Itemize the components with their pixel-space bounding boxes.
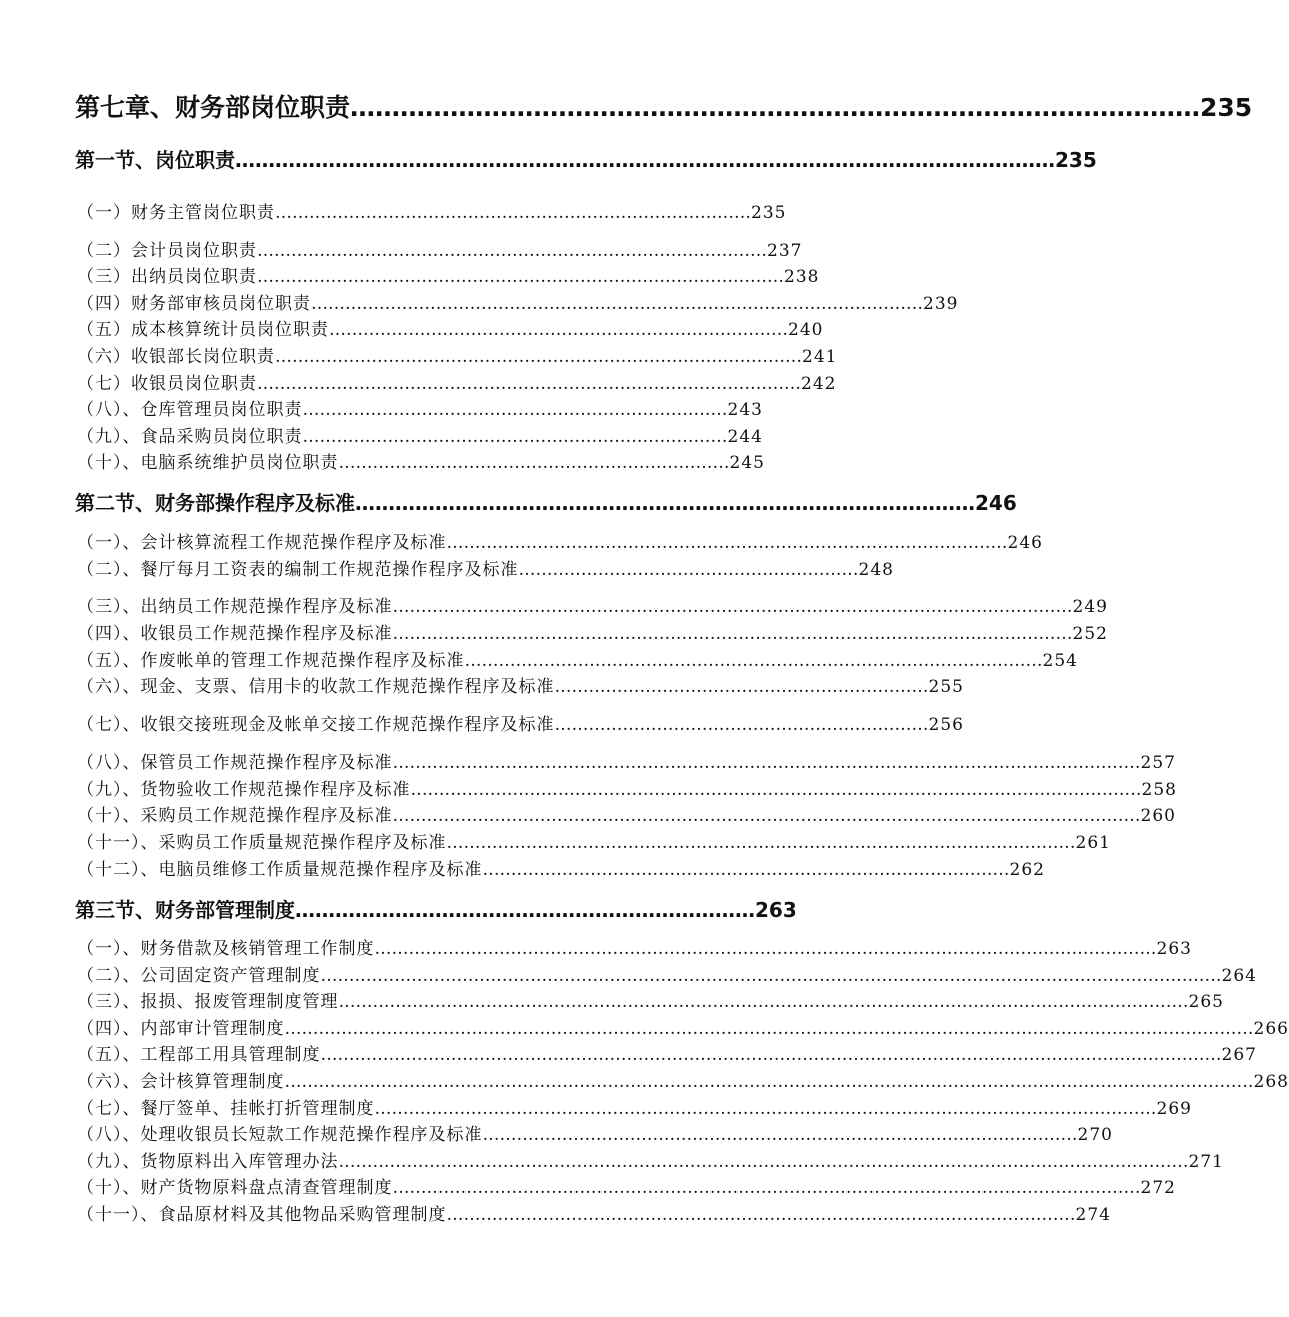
entry-title: （五）、作废帐单的管理工作规范操作程序及标准: [77, 651, 465, 671]
entry-title: （九）、食品采购员岗位职责: [77, 427, 303, 447]
entry-title: （二）、餐厅每月工资表的编制工作规范操作程序及标准: [77, 560, 519, 580]
toc-entry: [77, 448, 764, 473]
page-number: 254: [1042, 651, 1078, 671]
entry-title: （四）、收银员工作规范操作程序及标准: [77, 624, 393, 644]
toc-entry: [77, 1147, 1224, 1172]
page-number: 249: [1072, 597, 1108, 617]
entry-title: （三）、报损、报废管理制度管理: [77, 992, 339, 1012]
leader-dots: …………………………………………………………………………………: [257, 267, 784, 287]
toc-entry: [77, 236, 803, 261]
leader-dots: ……………………………………………………………………………………………………………………: [392, 806, 1141, 826]
leader-dots: ……………………………………………………………: [338, 453, 730, 473]
section-heading: [75, 487, 1017, 516]
leader-dots: …………………………………………………………………………………………: [464, 651, 1043, 671]
section-title: 第三节、财务部管理制度: [75, 898, 295, 922]
toc-entry: [77, 555, 894, 580]
entry-title: （四）财务部审核员岗位职责: [77, 294, 311, 314]
toc-entry: [77, 1014, 1289, 1039]
leader-dots: …………………………………………………………………………………………………………………: [410, 780, 1142, 800]
toc-entry: [77, 422, 763, 447]
toc-entry: [77, 1200, 1111, 1225]
page-number: 240: [788, 320, 824, 340]
entry-title: （一）、财务借款及核销管理工作制度: [77, 939, 375, 959]
page-number: 248: [858, 560, 894, 580]
leader-dots: ………………………………………………………………………………………: [446, 533, 1008, 553]
entry-title: （七）、收银交接班现金及帐单交接工作规范操作程序及标准: [77, 715, 555, 735]
leader-dots: ……………………………………………………………………………………………: [482, 1125, 1078, 1145]
page-number: 246: [1007, 533, 1043, 553]
page-number: 272: [1140, 1178, 1176, 1198]
page-number: 241: [802, 347, 838, 367]
toc-entry: [77, 592, 1108, 617]
toc-entry: [77, 646, 1078, 671]
page-number: 274: [1075, 1205, 1111, 1225]
leader-dots: …………………………………………………………………………………………: [350, 93, 1201, 122]
section-title: 第二节、财务部操作程序及标准: [75, 491, 355, 515]
toc-entry: [77, 934, 1192, 959]
entry-title: （八）、保管员工作规范操作程序及标准: [77, 753, 393, 773]
toc-entry: [77, 369, 837, 394]
entry-title: （十）、采购员工作规范操作程序及标准: [77, 806, 393, 826]
leader-dots: …………………………………………………………………………………………………………………………: [374, 939, 1157, 959]
entry-title: （十一）、食品原材料及其他物品采购管理制度: [77, 1205, 447, 1225]
page-number: 252: [1072, 624, 1108, 644]
entry-title: （八）、仓库管理员岗位职责: [77, 400, 303, 420]
leader-dots: …………………………………………………………………………………………………………: [392, 597, 1073, 617]
page-number: 244: [727, 427, 763, 447]
page-number: 257: [1140, 753, 1176, 773]
page-number: 237: [767, 241, 803, 261]
entry-title: （十一）、采购员工作质量规范操作程序及标准: [77, 833, 447, 853]
toc-entry: [77, 528, 1043, 553]
page-number: 260: [1140, 806, 1176, 826]
entry-title: （七）收银员岗位职责: [77, 374, 257, 394]
section-heading: [75, 144, 1097, 173]
page-number: 243: [727, 400, 763, 420]
toc-entry: [77, 262, 820, 287]
leader-dots: ……………………………………………………………………………………………………………………………………………: [320, 966, 1222, 986]
page-number: 239: [923, 294, 959, 314]
page-number: 263: [755, 898, 797, 922]
page-number: 256: [928, 715, 964, 735]
toc-entry: [77, 395, 763, 420]
entry-title: （十二）、电脑员维修工作质量规范操作程序及标准: [77, 860, 483, 880]
leader-dots: ………………………………………………………………………………………………………………………………………………………: [284, 1019, 1254, 1039]
leader-dots: ……………………………………………………………………………………………………………………: [392, 753, 1141, 773]
toc-entry: [77, 342, 838, 367]
toc-entry: [77, 198, 787, 223]
toc-entry: [77, 855, 1045, 880]
page-number: 271: [1188, 1152, 1224, 1172]
page-number: 235: [1055, 148, 1097, 172]
entry-title: （十）、财产货物原料盘点清查管理制度: [77, 1178, 393, 1198]
toc-entry: [77, 987, 1224, 1012]
leader-dots: ………………………………………………………………………………………………………………………………………………………: [284, 1072, 1254, 1092]
leader-dots: …………………………………………………………………………………………………………………………: [374, 1099, 1157, 1119]
leader-dots: …………………………………………………………: [554, 715, 929, 735]
page-number: 261: [1075, 833, 1111, 853]
leader-dots: ………………………………………………………………………………: [257, 241, 767, 261]
page-number: 235: [1200, 93, 1253, 122]
entry-title: （四）、内部审计管理制度: [77, 1019, 285, 1039]
toc-entry: [77, 619, 1108, 644]
leader-dots: ……………………………………………………………………………………………………………: [235, 148, 1055, 172]
toc-entry: [77, 748, 1176, 773]
entry-title: （六）、现金、支票、信用卡的收款工作规范操作程序及标准: [77, 677, 555, 697]
leader-dots: …………………………………………………………: [554, 677, 929, 697]
leader-dots: ……………………………………………………………: [295, 898, 755, 922]
entry-title: （二）、公司固定资产管理制度: [77, 966, 321, 986]
page-number: 268: [1253, 1072, 1289, 1092]
toc-entry: [77, 1067, 1289, 1092]
page-number: 270: [1077, 1125, 1113, 1145]
entry-title: （九）、货物验收工作规范操作程序及标准: [77, 780, 411, 800]
leader-dots: …………………………………………………………………………………: [355, 491, 975, 515]
leader-dots: ………………………………………………………………………………………………: [311, 294, 923, 314]
entry-title: （六）、会计核算管理制度: [77, 1072, 285, 1092]
leader-dots: …………………………………………………………………………………………………………: [392, 624, 1073, 644]
toc-entry: [77, 710, 964, 735]
page-number: 265: [1188, 992, 1224, 1012]
toc-entry: [77, 315, 824, 340]
leader-dots: …………………………………………………………………………: [275, 203, 751, 223]
entry-title: （一）财务主管岗位职责: [77, 203, 275, 223]
toc-entry: [77, 828, 1111, 853]
page-number: 263: [1156, 939, 1192, 959]
entry-title: （三）出纳员岗位职责: [77, 267, 257, 287]
toc-entry: [77, 801, 1176, 826]
leader-dots: …………………………………………………………………………………………………: [446, 1205, 1076, 1225]
entry-title: （八）、处理收银员长短款工作规范操作程序及标准: [77, 1125, 483, 1145]
page-number: 255: [928, 677, 964, 697]
chapter-heading: [75, 88, 1253, 124]
page-number: 238: [784, 267, 820, 287]
section-heading: [75, 894, 797, 923]
leader-dots: ……………………………………………………………………………………………………………………………………: [338, 1152, 1189, 1172]
entry-title: （三）、出纳员工作规范操作程序及标准: [77, 597, 393, 617]
page-number: 258: [1141, 780, 1177, 800]
page-number: 264: [1221, 966, 1257, 986]
toc-entry: [77, 289, 959, 314]
toc-entry: [77, 1040, 1257, 1065]
entry-title: （一）、会计核算流程工作规范操作程序及标准: [77, 533, 447, 553]
page-number: 245: [729, 453, 765, 473]
leader-dots: …………………………………………………………………………………………………: [446, 833, 1076, 853]
entry-title: （六）收银部长岗位职责: [77, 347, 275, 367]
leader-dots: ……………………………………………………………………………………: [257, 374, 801, 394]
leader-dots: ……………………………………………………………………………………………………………………………………: [338, 992, 1189, 1012]
leader-dots: ……………………………………………………: [518, 560, 859, 580]
page-number: 266: [1253, 1019, 1289, 1039]
page-number: 235: [751, 203, 787, 223]
leader-dots: …………………………………………………………………: [302, 427, 728, 447]
entry-title: （五）成本核算统计员岗位职责: [77, 320, 329, 340]
toc-entry: [77, 961, 1257, 986]
page-number: 262: [1009, 860, 1045, 880]
toc-entry: [77, 1173, 1176, 1198]
leader-dots: …………………………………………………………………………………: [482, 860, 1010, 880]
leader-dots: …………………………………………………………………………………: [275, 347, 802, 367]
chapter-title: 第七章、财务部岗位职责: [75, 93, 351, 122]
leader-dots: ………………………………………………………………………: [329, 320, 788, 340]
leader-dots: ……………………………………………………………………………………………………………………………………………: [320, 1045, 1222, 1065]
toc-entry: [77, 775, 1177, 800]
section-title: 第一节、岗位职责: [75, 148, 235, 172]
leader-dots: …………………………………………………………………: [302, 400, 728, 420]
entry-title: （二）会计员岗位职责: [77, 241, 257, 261]
page-number: 269: [1156, 1099, 1192, 1119]
toc-entry: [77, 672, 964, 697]
entry-title: （七）、餐厅签单、挂帐打折管理制度: [77, 1099, 375, 1119]
page-number: 242: [801, 374, 837, 394]
page-number: 246: [975, 491, 1017, 515]
entry-title: （十）、电脑系统维护员岗位职责: [77, 453, 339, 473]
entry-title: （五）、工程部工用具管理制度: [77, 1045, 321, 1065]
page-number: 267: [1221, 1045, 1257, 1065]
leader-dots: ……………………………………………………………………………………………………………………: [392, 1178, 1141, 1198]
toc-entry: [77, 1120, 1113, 1145]
entry-title: （九）、货物原料出入库管理办法: [77, 1152, 339, 1172]
toc-entry: [77, 1094, 1192, 1119]
